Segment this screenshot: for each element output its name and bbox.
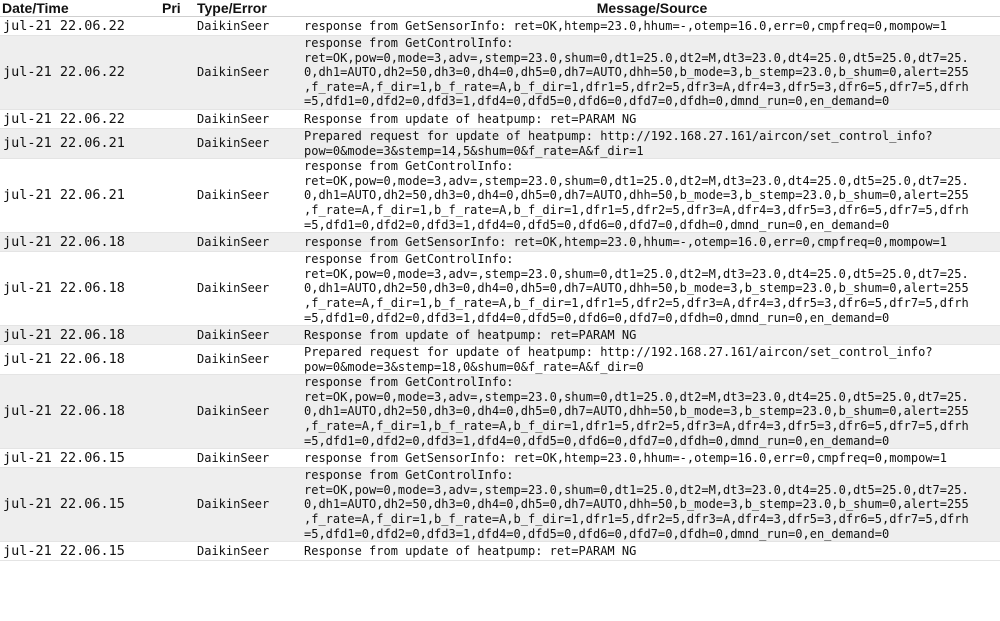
log-message: response from GetControlInfo: ret=OK,pow=0,mode=3,adv=,stemp=23.0,shum=0,dt1=25.0,dt2=M,dt3=23.0,dt4=25.0,dt5=25.0,dt7=25. 0,dh1=AUTO,dh2=50,dh3=0,dh4=0,dh5=0,dh7=AUTO,dhh=50,b_mode=3,b_stemp=23.0,b_shum=0,alert=255 ,f_rate=A,f_dir=1,b_f_rate=A,b_f_dir=1,dfr1=5,dfr2=5,dfr3=A,dfr4=3,dfr5=3,dfr6=5,dfr7=5,dfrh =5,dfd1=0,dfd2=0,dfd3=1,dfd4=0,dfd5=0,dfd6=0,dfd7=0,dfdh=0,dmnd_run=0,en_demand=0	[302, 468, 1000, 542]
log-date-time: jul-21 22.06.18	[0, 345, 160, 375]
log-type-source: DaikinSeer	[195, 252, 302, 326]
log-row[interactable]	[0, 542, 1000, 561]
log-row[interactable]	[0, 252, 1000, 326]
log-row[interactable]	[0, 109, 1000, 128]
log-date-time: jul-21 22.06.18	[0, 375, 160, 449]
log-message: response from GetSensorInfo: ret=OK,htemp=23.0,hhum=-,otemp=16.0,err=0,cmpfreq=0,mompow=1	[302, 17, 1000, 36]
log-row[interactable]	[0, 326, 1000, 345]
log-type-source: DaikinSeer	[195, 345, 302, 375]
log-type-source: DaikinSeer	[195, 159, 302, 233]
log-body	[0, 17, 1000, 561]
log-priority	[160, 17, 195, 36]
log-type-source: DaikinSeer	[195, 109, 302, 128]
log-date-time: jul-21 22.06.18	[0, 326, 160, 345]
log-priority	[160, 468, 195, 542]
log-message: response from GetControlInfo: ret=OK,pow=0,mode=3,adv=,stemp=23.0,shum=0,dt1=25.0,dt2=M,dt3=23.0,dt4=25.0,dt5=25.0,dt7=25. 0,dh1=AUTO,dh2=50,dh3=0,dh4=0,dh5=0,dh7=AUTO,dhh=50,b_mode=3,b_stemp=23.0,b_shum=0,alert=255 ,f_rate=A,f_dir=1,b_f_rate=A,b_f_dir=1,dfr1=5,dfr2=5,dfr3=A,dfr4=3,dfr5=3,dfr6=5,dfr7=5,dfrh =5,dfd1=0,dfd2=0,dfd3=1,dfd4=0,dfd5=0,dfd6=0,dfd7=0,dfdh=0,dmnd_run=0,en_demand=0	[302, 252, 1000, 326]
log-type-source: DaikinSeer	[195, 36, 302, 110]
log-priority	[160, 449, 195, 468]
log-priority	[160, 345, 195, 375]
column-header-pri[interactable]: Pri	[160, 0, 195, 17]
log-type-source: DaikinSeer	[195, 449, 302, 468]
log-message: Response from update of heatpump: ret=PARAM NG	[302, 542, 1000, 561]
log-row[interactable]	[0, 375, 1000, 449]
log-row[interactable]	[0, 233, 1000, 252]
column-header-date-time[interactable]: Date/Time	[0, 0, 160, 17]
log-message: response from GetSensorInfo: ret=OK,htemp=23.0,hhum=-,otemp=16.0,err=0,cmpfreq=0,mompow=1	[302, 449, 1000, 468]
log-header	[0, 0, 1000, 17]
log-message: response from GetControlInfo: ret=OK,pow=0,mode=3,adv=,stemp=23.0,shum=0,dt1=25.0,dt2=M,dt3=23.0,dt4=25.0,dt5=25.0,dt7=25. 0,dh1=AUTO,dh2=50,dh3=0,dh4=0,dh5=0,dh7=AUTO,dhh=50,b_mode=3,b_stemp=23.0,b_shum=0,alert=255 ,f_rate=A,f_dir=1,b_f_rate=A,b_f_dir=1,dfr1=5,dfr2=5,dfr3=A,dfr4=3,dfr5=3,dfr6=5,dfr7=5,dfrh =5,dfd1=0,dfd2=0,dfd3=1,dfd4=0,dfd5=0,dfd6=0,dfd7=0,dfdh=0,dmnd_run=0,en_demand=0	[302, 159, 1000, 233]
log-priority	[160, 233, 195, 252]
log-type-source: DaikinSeer	[195, 128, 302, 158]
log-date-time: jul-21 22.06.22	[0, 109, 160, 128]
log-message: Response from update of heatpump: ret=PARAM NG	[302, 109, 1000, 128]
log-type-source: DaikinSeer	[195, 233, 302, 252]
column-header-message-source[interactable]: Message/Source	[302, 0, 1000, 17]
log-row[interactable]	[0, 449, 1000, 468]
log-priority	[160, 326, 195, 345]
log-message: response from GetControlInfo: ret=OK,pow=0,mode=3,adv=,stemp=23.0,shum=0,dt1=25.0,dt2=M,dt3=23.0,dt4=25.0,dt5=25.0,dt7=25. 0,dh1=AUTO,dh2=50,dh3=0,dh4=0,dh5=0,dh7=AUTO,dhh=50,b_mode=3,b_stemp=23.0,b_shum=0,alert=255 ,f_rate=A,f_dir=1,b_f_rate=A,b_f_dir=1,dfr1=5,dfr2=5,dfr3=A,dfr4=3,dfr5=3,dfr6=5,dfr7=5,dfrh =5,dfd1=0,dfd2=0,dfd3=1,dfd4=0,dfd5=0,dfd6=0,dfd7=0,dfdh=0,dmnd_run=0,en_demand=0	[302, 375, 1000, 449]
log-message: response from GetSensorInfo: ret=OK,htemp=23.0,hhum=-,otemp=16.0,err=0,cmpfreq=0,mompow=1	[302, 233, 1000, 252]
log-type-source: DaikinSeer	[195, 375, 302, 449]
log-date-time: jul-21 22.06.18	[0, 252, 160, 326]
log-priority	[160, 36, 195, 110]
log-priority	[160, 159, 195, 233]
log-row[interactable]	[0, 36, 1000, 110]
log-date-time: jul-21 22.06.22	[0, 36, 160, 110]
log-row[interactable]	[0, 128, 1000, 158]
log-date-time: jul-21 22.06.15	[0, 542, 160, 561]
log-priority	[160, 252, 195, 326]
log-message: Response from update of heatpump: ret=PARAM NG	[302, 326, 1000, 345]
log-priority	[160, 128, 195, 158]
log-row[interactable]	[0, 17, 1000, 36]
log-priority	[160, 542, 195, 561]
log-message: Prepared request for update of heatpump: http://192.168.27.161/aircon/set_control_info? pow=0&mode=3&stemp=14,5&shum=0&f_rate=A&f_dir=1	[302, 128, 1000, 158]
log-date-time: jul-21 22.06.22	[0, 17, 160, 36]
log-row[interactable]	[0, 159, 1000, 233]
log-priority	[160, 375, 195, 449]
log-type-source: DaikinSeer	[195, 326, 302, 345]
log-date-time: jul-21 22.06.15	[0, 449, 160, 468]
log-date-time: jul-21 22.06.21	[0, 128, 160, 158]
log-priority	[160, 109, 195, 128]
column-header-type-error[interactable]: Type/Error	[195, 0, 302, 17]
log-row[interactable]	[0, 345, 1000, 375]
log-date-time: jul-21 22.06.21	[0, 159, 160, 233]
log-message: Prepared request for update of heatpump: http://192.168.27.161/aircon/set_control_info? pow=0&mode=3&stemp=18,0&shum=0&f_rate=A&f_dir=0	[302, 345, 1000, 375]
log-type-source: DaikinSeer	[195, 542, 302, 561]
log-row[interactable]	[0, 468, 1000, 542]
log-date-time: jul-21 22.06.18	[0, 233, 160, 252]
log-type-source: DaikinSeer	[195, 17, 302, 36]
log-type-source: DaikinSeer	[195, 468, 302, 542]
log-date-time: jul-21 22.06.15	[0, 468, 160, 542]
log-message: response from GetControlInfo: ret=OK,pow=0,mode=3,adv=,stemp=23.0,shum=0,dt1=25.0,dt2=M,dt3=23.0,dt4=25.0,dt5=25.0,dt7=25. 0,dh1=AUTO,dh2=50,dh3=0,dh4=0,dh5=0,dh7=AUTO,dhh=50,b_mode=3,b_stemp=23.0,b_shum=0,alert=255 ,f_rate=A,f_dir=1,b_f_rate=A,b_f_dir=1,dfr1=5,dfr2=5,dfr3=A,dfr4=3,dfr5=3,dfr6=5,dfr7=5,dfrh =5,dfd1=0,dfd2=0,dfd3=1,dfd4=0,dfd5=0,dfd6=0,dfd7=0,dfdh=0,dmnd_run=0,en_demand=0	[302, 36, 1000, 110]
log-header-row	[0, 0, 1000, 17]
